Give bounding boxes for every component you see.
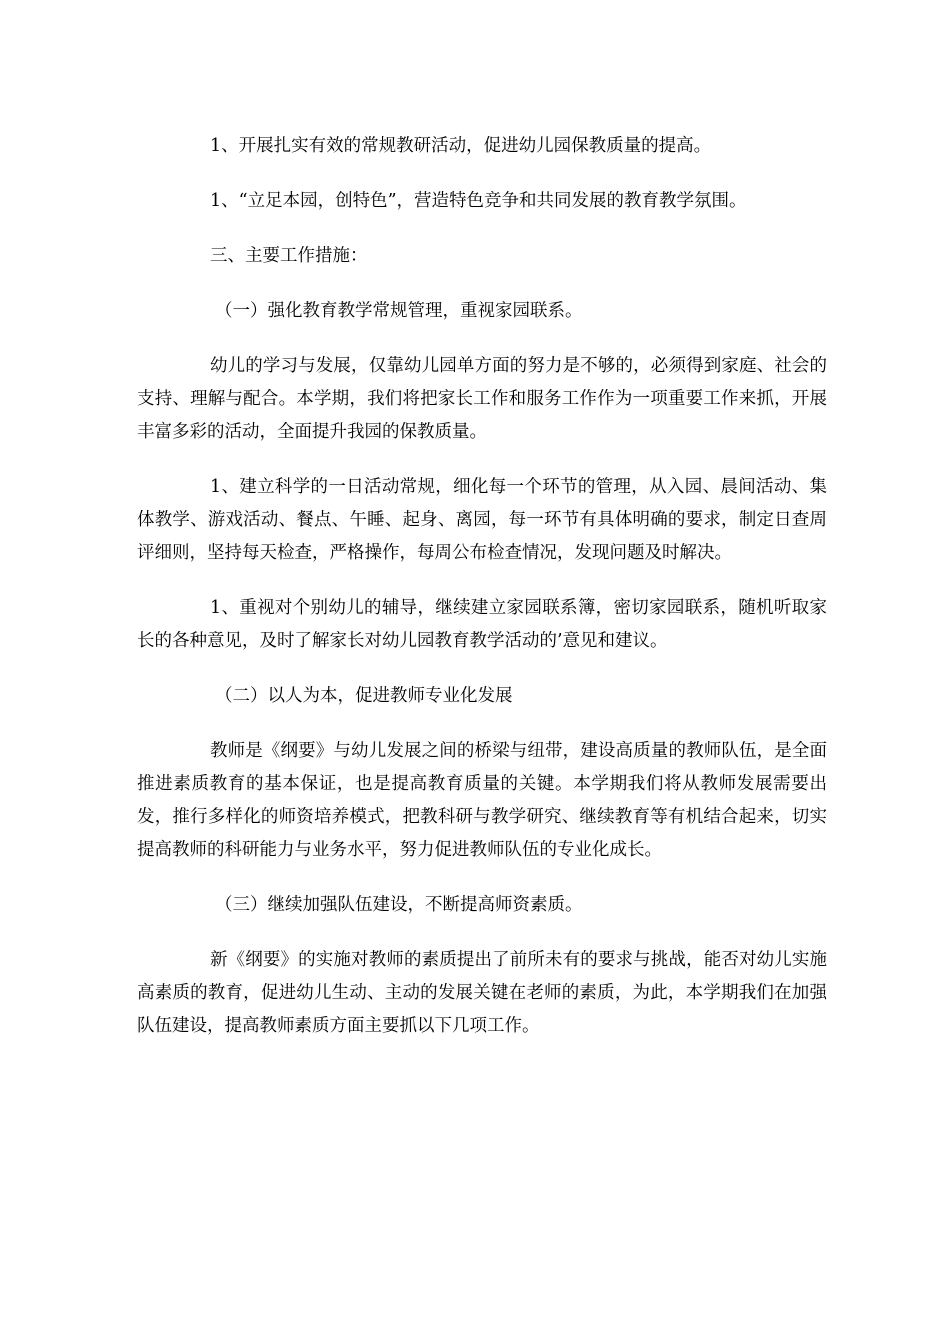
document-body xyxy=(137,130,827,1065)
subsection-heading-1: （一）强化教育教学常规管理，重视家园联系。 xyxy=(215,301,583,321)
body-paragraph: 教师是《纲要》与幼儿发展之间的桥梁与纽带，建设高质量的教师队伍，是全面推进素质教育的基本保证，也是提高教育质量的关键。本学期我们将从教师发展需要出发，推行多样化的师资培养模式，把教科研与教学研究、继续教育等有机结合起来，切实提高教师的科研能力与业务水平，努力促进教师队伍的专业化成长。 xyxy=(137,741,827,860)
subsection-heading-2: （二）以人为本，促进教师专业化发展 xyxy=(215,686,513,706)
list-item-1: 1、开展扎实有效的常规教研活动，促进幼儿园保教质量的提高。 xyxy=(210,136,712,156)
body-paragraph: 1、建立科学的一日活动常规，细化每一个环节的管理，从入园、晨间活动、集体教学、游戏活动、餐点、午睡、起身、离园，每一环节有具体明确的要求，制定日查周评细则，坚持每天检查，严格操作，每周公布检查情况，发现问题及时解决。 xyxy=(137,477,827,563)
subsection-heading-3: （三）继续加强队伍建设，不断提高师资素质。 xyxy=(215,895,583,915)
body-paragraph: 1、重视对个别幼儿的辅导，继续建立家园联系簿，密切家园联系，随机听取家长的各种意见，及时了解家长对幼儿园教育教学活动的’意见和建议。 xyxy=(137,598,827,651)
body-paragraph: 幼儿的学习与发展，仅靠幼儿园单方面的努力是不够的，必须得到家庭、社会的支持、理解与配合。本学期，我们将把家长工作和服务工作作为一项重要工作来抓，开展丰富多彩的活动，全面提升我园的保教质量。 xyxy=(137,356,827,442)
list-item-2: 1、“立足本园，创特色”，营造特色竞争和共同发展的教育教学氛围。 xyxy=(210,191,747,211)
section-heading-measures: 三、主要工作措施： xyxy=(210,246,368,266)
body-paragraph: 新《纲要》的实施对教师的素质提出了前所未有的要求与挑战，能否对幼儿实施高素质的教育，促进幼儿生动、主动的发展关键在老师的素质，为此，本学期我们在加强队伍建设，提高教师素质方面主要抓以下几项工作。 xyxy=(137,950,827,1036)
